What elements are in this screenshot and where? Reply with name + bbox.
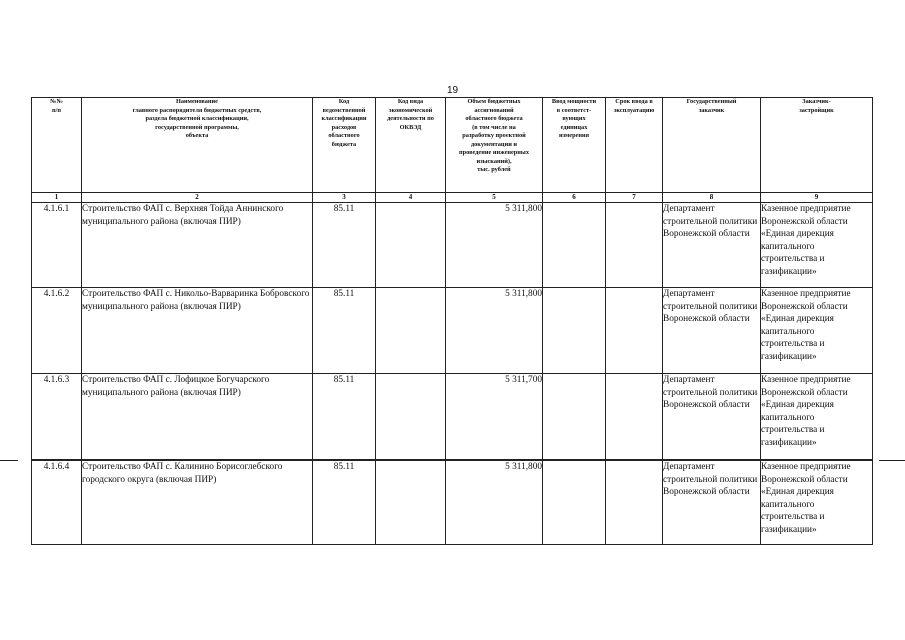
state-customer: Департамент строительной политики Воронежской области [663, 288, 761, 374]
header-col-capacity: Ввод мощности в соответст- вующих единицах измерения [543, 98, 606, 193]
okved-code [376, 461, 446, 545]
row-index: 4.1.6.2 [32, 288, 82, 374]
commission-term [606, 461, 663, 545]
header-col-developer: Заказчик- застройщик [761, 98, 873, 193]
capacity [543, 374, 606, 460]
header-col-budget-code: Код ведомственной классификации расходов областного бюджета [313, 98, 376, 193]
row-index: 4.1.6.3 [32, 374, 82, 460]
column-number: 9 [761, 193, 873, 203]
page-number: 19 [447, 85, 459, 96]
okved-code [376, 288, 446, 374]
state-customer: Департамент строительной политики Воронежской области [663, 374, 761, 460]
header-col-okved: Код вида экономической деятельности по ОКВЭД [376, 98, 446, 193]
budget-table [31, 97, 873, 545]
okved-code [376, 203, 446, 288]
right-margin-line [879, 460, 905, 461]
capacity [543, 288, 606, 374]
budget-code: 85.11 [313, 288, 376, 374]
budget-code: 85.11 [313, 374, 376, 460]
header-col-number: №№ п/п [32, 98, 82, 193]
object-name: Строительство ФАП с. Лофицкое Богучарского муниципального района (включая ПИР) [82, 374, 313, 460]
left-margin-line [0, 460, 18, 461]
state-customer: Департамент строительной политики Воронежской области [663, 461, 761, 545]
header-col-customer: Государственный заказчик [663, 98, 761, 193]
column-number: 6 [543, 193, 606, 203]
commission-term [606, 374, 663, 460]
column-number: 2 [82, 193, 313, 203]
developer: Казенное предприятие Воронежской области «Единая дирекция капитального строительства и газификации» [761, 461, 873, 545]
table-row [32, 288, 873, 374]
developer: Казенное предприятие Воронежской области «Единая дирекция капитального строительства и газификации» [761, 288, 873, 374]
row-index: 4.1.6.1 [32, 203, 82, 288]
developer: Казенное предприятие Воронежской области «Единая дирекция капитального строительства и газификации» [761, 203, 873, 288]
column-number-row [32, 193, 873, 203]
header-row [32, 98, 873, 193]
header-col-volume: Объем бюджетных ассигнований областного бюджета (в том числе на разработку проектной документации и проведение инженерных изысканий), тыс. рублей [446, 98, 543, 193]
budget-code: 85.11 [313, 203, 376, 288]
object-name: Строительство ФАП с. Калинино Борисоглебского городского округа (включая ПИР) [82, 461, 313, 545]
commission-term [606, 288, 663, 374]
budget-volume: 5 311,800 [446, 461, 543, 545]
row-index: 4.1.6.4 [32, 461, 82, 545]
table-row [32, 374, 873, 460]
table-row [32, 203, 873, 288]
column-number: 1 [32, 193, 82, 203]
column-number: 8 [663, 193, 761, 203]
developer: Казенное предприятие Воронежской области «Единая дирекция капитального строительства и газификации» [761, 374, 873, 460]
header-col-term: Срок ввода в эксплуатацию [606, 98, 663, 193]
column-number: 7 [606, 193, 663, 203]
budget-volume: 5 311,700 [446, 374, 543, 460]
column-number: 5 [446, 193, 543, 203]
state-customer: Департамент строительной политики Воронежской области [663, 203, 761, 288]
budget-code: 85.11 [313, 461, 376, 545]
capacity [543, 203, 606, 288]
column-number: 4 [376, 193, 446, 203]
column-number: 3 [313, 193, 376, 203]
header-col-name: Наименование главного распорядителя бюджетных средств, раздела бюджетной классификации, государственной программы, объекта [82, 98, 313, 193]
commission-term [606, 203, 663, 288]
okved-code [376, 374, 446, 460]
capacity [543, 461, 606, 545]
budget-volume: 5 311,800 [446, 288, 543, 374]
budget-volume: 5 311,800 [446, 203, 543, 288]
object-name: Строительство ФАП с. Никольо-Варваринка Бобровского муниципального района (включая ПИР) [82, 288, 313, 374]
object-name: Строительство ФАП с. Верхняя Тойда Аннинского муниципального района (включая ПИР) [82, 203, 313, 288]
table-row [32, 461, 873, 545]
